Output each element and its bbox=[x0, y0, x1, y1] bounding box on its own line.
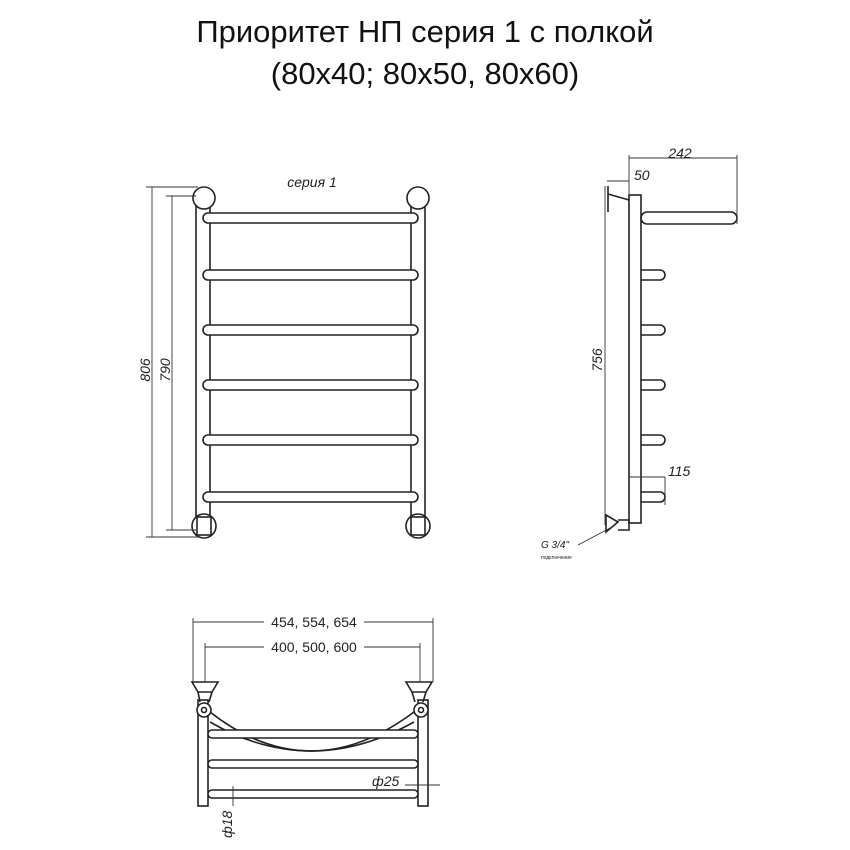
dim-806: 806 bbox=[137, 358, 153, 382]
rung bbox=[203, 213, 418, 223]
dim-790: 790 bbox=[157, 358, 173, 382]
hook bbox=[641, 435, 665, 445]
dim-pipe-diameter: ф25 bbox=[372, 773, 400, 789]
hooks bbox=[641, 270, 665, 502]
connection-note: подключение bbox=[541, 555, 572, 561]
side-view bbox=[541, 145, 737, 561]
dim-axis-width: 400, 500, 600 bbox=[271, 639, 357, 655]
top-view bbox=[192, 612, 440, 838]
cap-top-left bbox=[193, 187, 215, 209]
dim-115: 115 bbox=[668, 463, 691, 479]
front-view bbox=[137, 174, 430, 538]
dim-242: 242 bbox=[668, 145, 692, 161]
dim-756: 756 bbox=[589, 348, 605, 372]
right-upright bbox=[411, 195, 425, 535]
rung bbox=[203, 270, 418, 280]
dim-rung-diameter: ф18 bbox=[219, 810, 235, 838]
rung bbox=[203, 325, 418, 335]
title-line2: (80x40; 80x50, 80x60) bbox=[270, 56, 580, 91]
hook bbox=[641, 325, 665, 335]
hook bbox=[641, 492, 665, 502]
cap-top-right bbox=[407, 187, 429, 209]
hook bbox=[641, 270, 665, 280]
shelf bbox=[641, 212, 737, 224]
left-upright bbox=[196, 195, 210, 535]
series-label: серия 1 bbox=[287, 174, 337, 190]
connection-label: G 3/4" bbox=[541, 540, 570, 551]
rung bbox=[203, 492, 418, 502]
rung bbox=[203, 380, 418, 390]
side-upright bbox=[629, 195, 641, 523]
dim-50: 50 bbox=[634, 167, 650, 183]
hook bbox=[641, 380, 665, 390]
rung bbox=[203, 435, 418, 445]
rungs bbox=[203, 213, 418, 502]
title-line1: Приоритет НП серия 1 с полкой bbox=[196, 14, 654, 49]
dim-outer-width: 454, 554, 654 bbox=[271, 614, 357, 630]
